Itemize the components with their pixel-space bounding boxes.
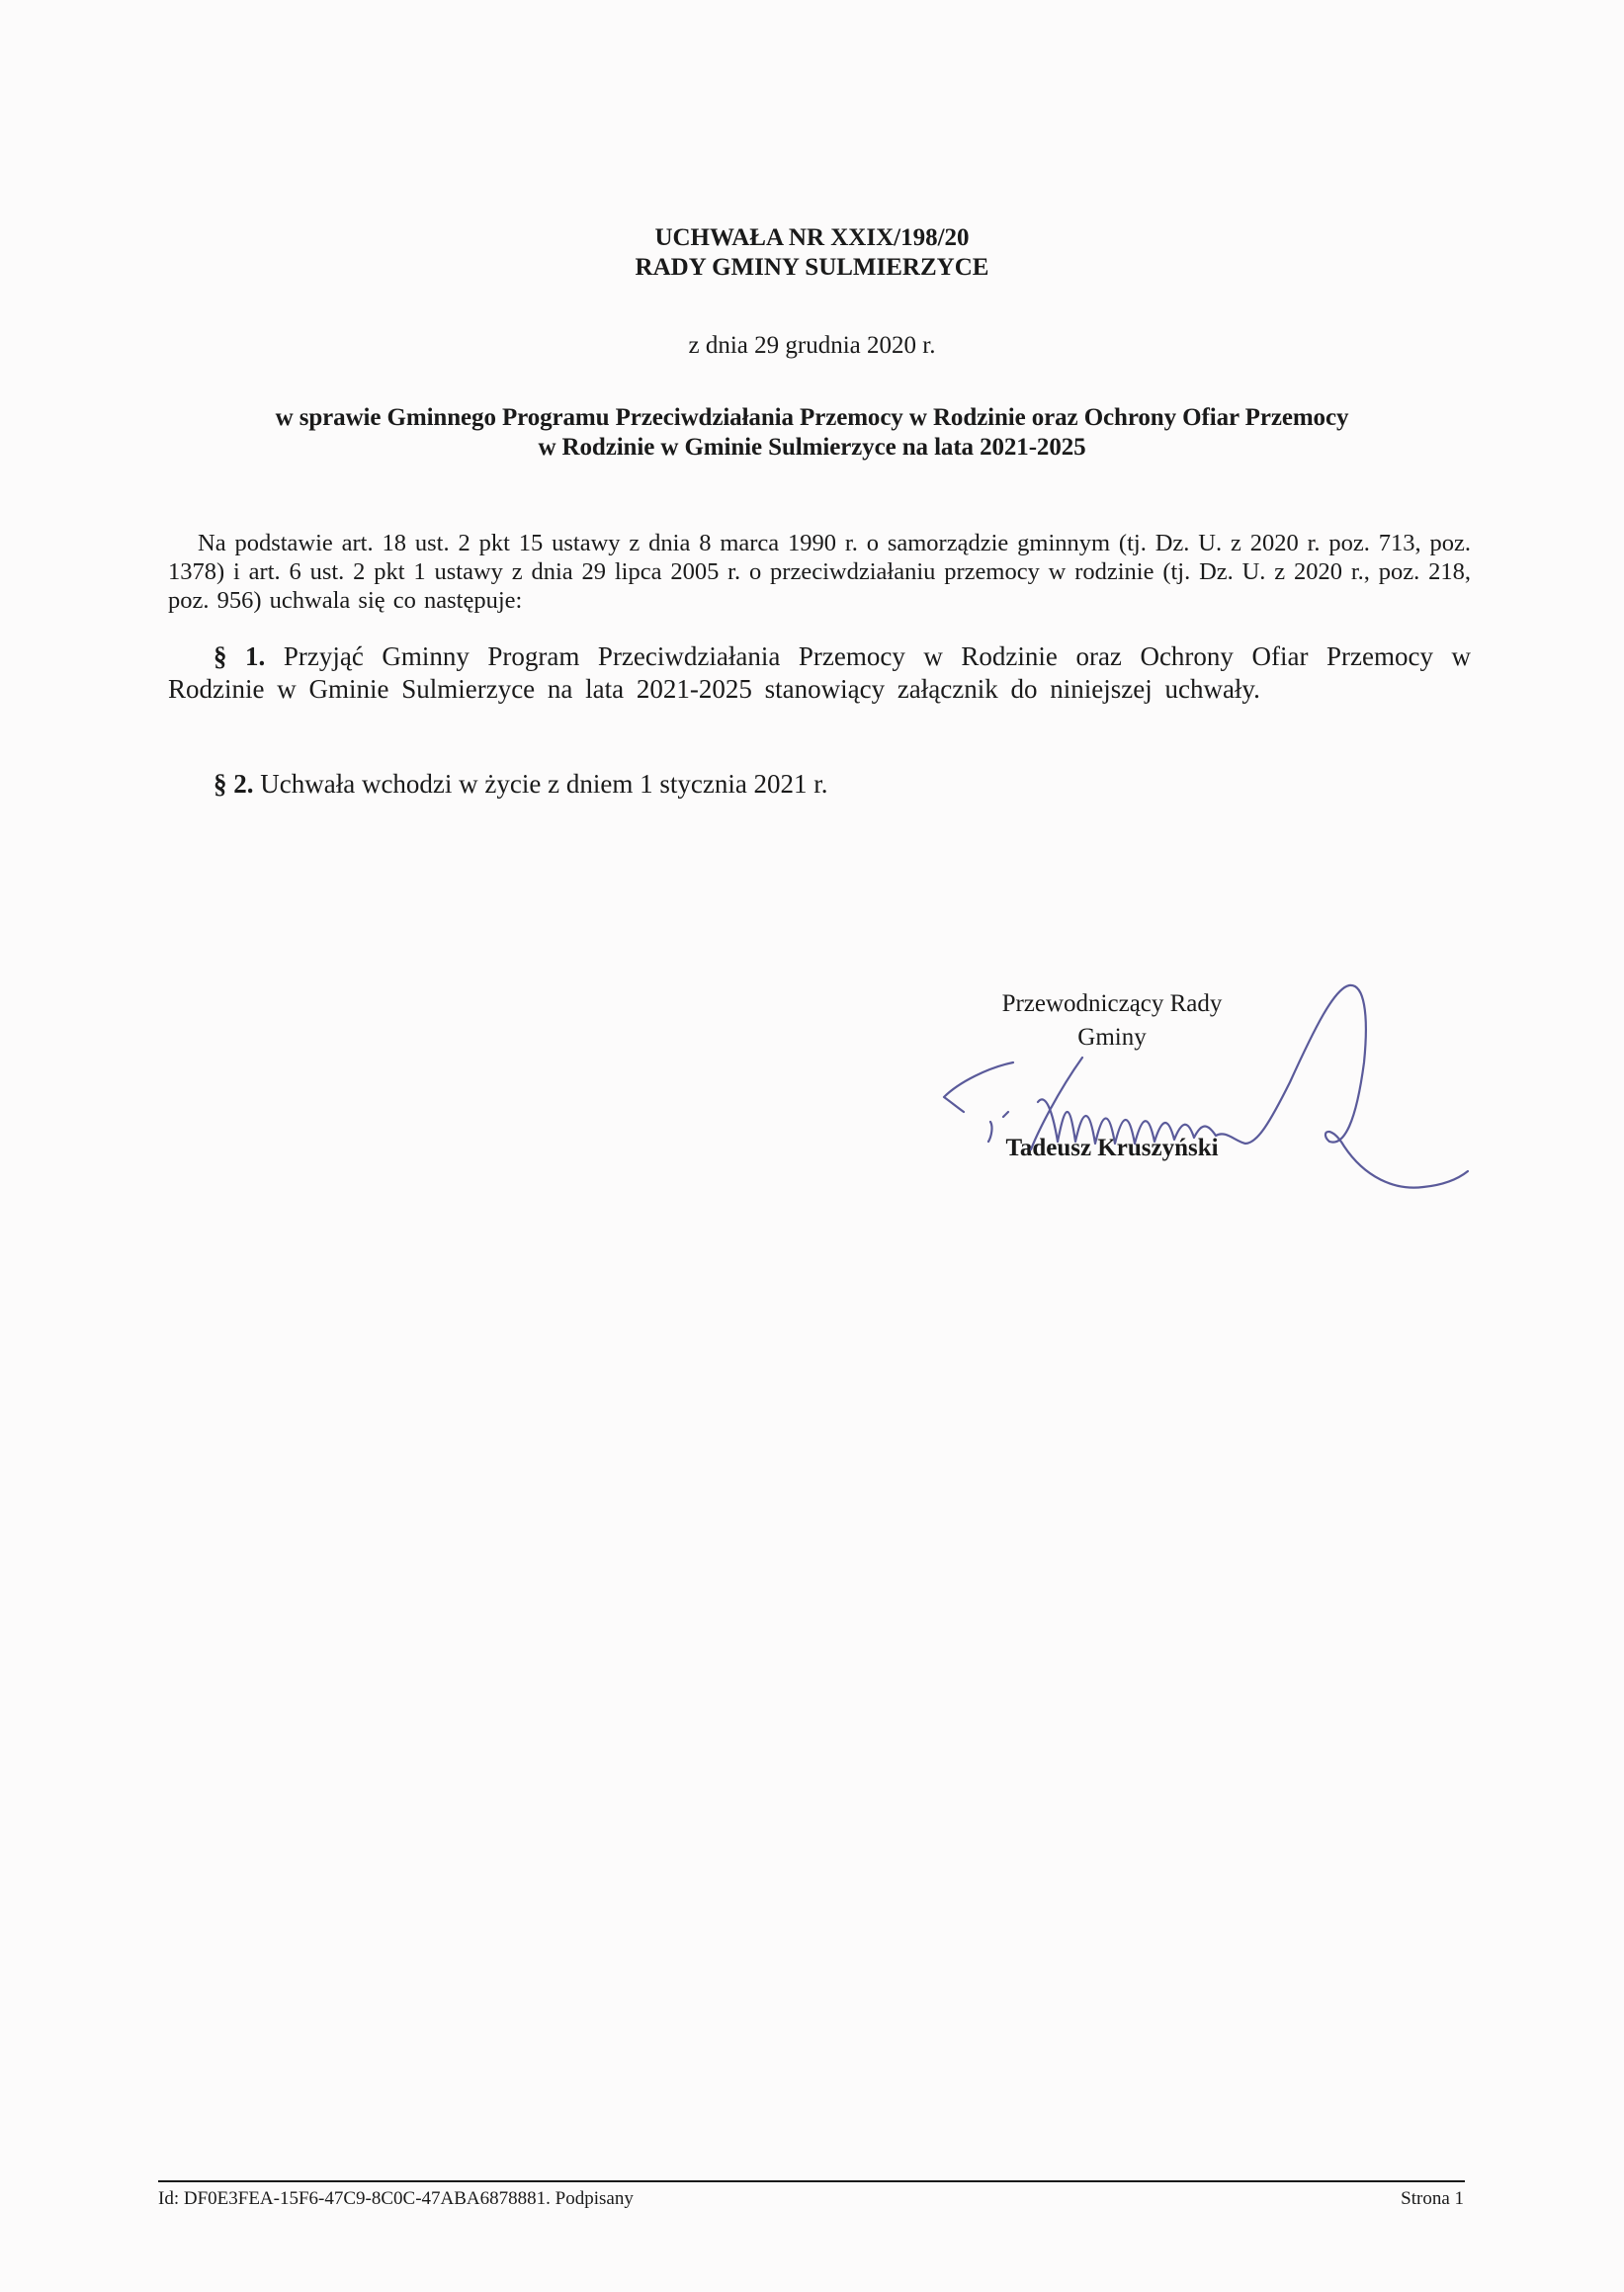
signatory-title-line-1: Przewodniczący Rady xyxy=(1001,990,1223,1017)
subject-line-2: w Rodzinie w Gminie Sulmierzyce na lata 2021-2025 xyxy=(538,434,1086,461)
footer-divider xyxy=(158,2180,1465,2182)
signatory-title xyxy=(929,987,1295,1055)
resolution-subject xyxy=(158,403,1466,463)
legal-basis: Na podstawie art. 18 ust. 2 pkt 15 ustawy z dnia 8 marca 1990 r. o samorządzie gminnym (tj. Dz. U. z 2020 r. poz. 713, poz. 1378) i art. 6 ust. 2 pkt 1 ustawy z dnia 29 lipca 2005 r. o przeciwdziałaniu przemocy w rodzinie (tj. Dz. U. z 2020 r., poz. 218, poz. 956) uchwala się co następuje: xyxy=(168,530,1471,614)
paragraph-2 xyxy=(168,768,1471,801)
signature-stroke-tick xyxy=(1003,1112,1008,1117)
signatory-title-line-2: Gminy xyxy=(1077,1024,1147,1051)
resolution-number: UCHWAŁA NR XXIX/198/20 xyxy=(654,224,970,251)
paragraph-number: § 1. xyxy=(214,641,266,671)
signatory-name: Tadeusz Kruszyński xyxy=(1005,1135,1219,1161)
paragraph-text: Uchwała wchodzi w życie z dniem 1 stycznia 2021 r. xyxy=(260,769,828,799)
signature-block xyxy=(929,974,1483,1211)
subject-line-1: w sprawie Gminnego Programu Przeciwdziałania Przemocy w Rodzinie oraz Ochrony Ofiar Przemocy xyxy=(275,404,1349,431)
paragraph-1 xyxy=(168,640,1471,706)
page-number: Strona 1 xyxy=(1401,2188,1464,2209)
signature-stroke-hook xyxy=(944,1062,1013,1112)
document-id: Id: DF0E3FEA-15F6-47C9-8C0C-47ABA6878881. Podpisany xyxy=(158,2188,634,2209)
council-name: RADY GMINY SULMIERZYCE xyxy=(635,254,989,281)
resolution-title xyxy=(0,223,1624,283)
paragraph-text: Przyjąć Gminny Program Przeciwdziałania Przemocy w Rodzinie oraz Ochrony Ofiar Przemocy w Rodzinie w Gminie Sulmierzyce na lata 2021-2025 stanowiący załącznik do niniejszej uchwały. xyxy=(168,641,1471,704)
resolution-date: z dnia 29 grudnia 2020 r. xyxy=(688,332,936,359)
paragraph-number: § 2. xyxy=(214,769,254,799)
